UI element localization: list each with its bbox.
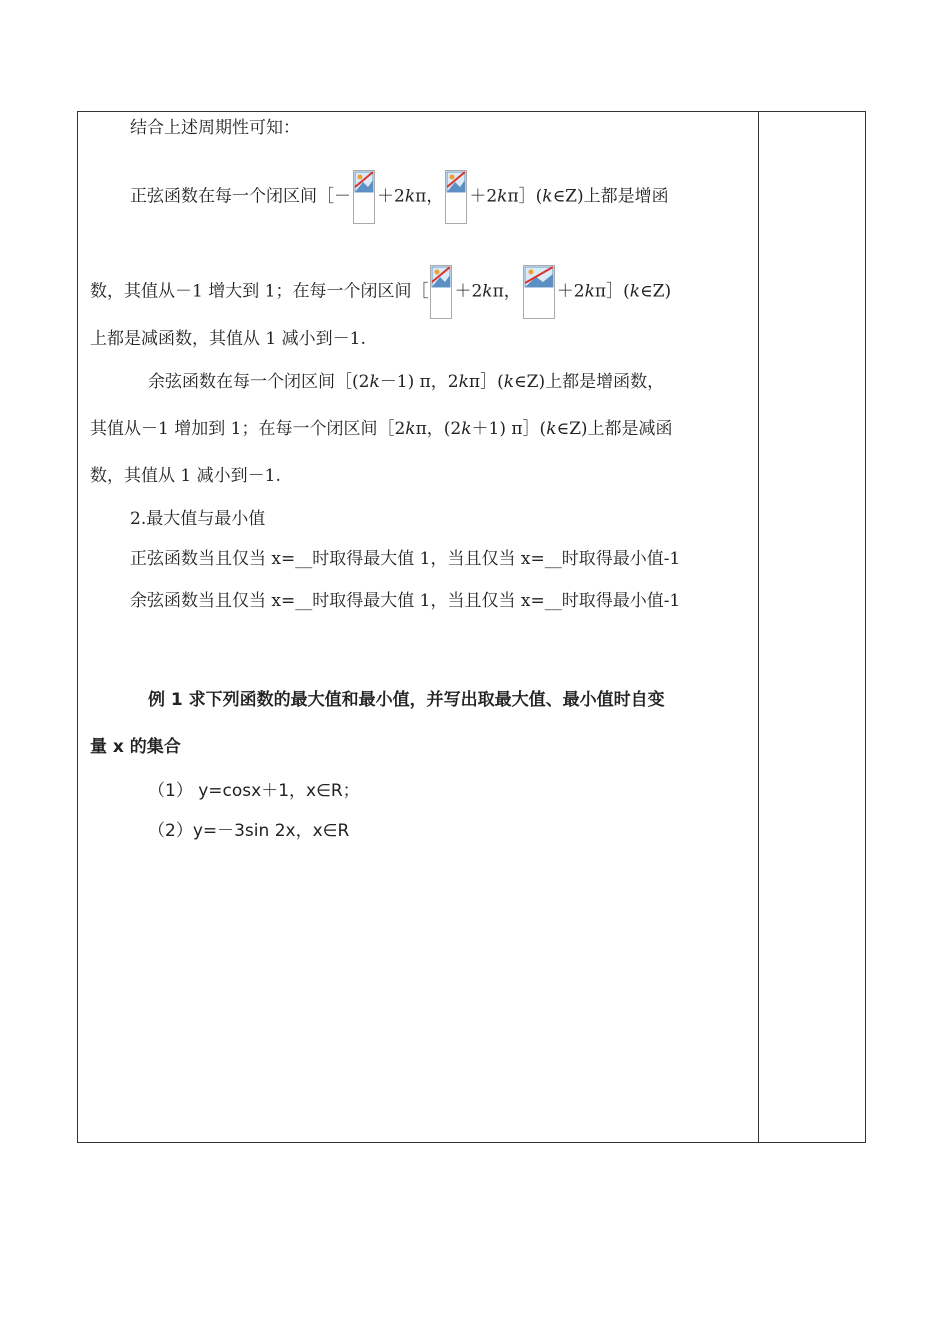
example-title — [148, 689, 665, 711]
text: π］( — [468, 372, 504, 392]
broken-image-icon — [353, 170, 375, 224]
line-6 — [90, 418, 673, 440]
text: k — [546, 419, 557, 439]
text: π］( — [507, 186, 543, 207]
text: k — [503, 372, 515, 392]
text: ∈Z)上都是减函 — [556, 419, 673, 439]
example-item-2 — [148, 820, 349, 842]
text: 结合上述周期性可知： — [130, 118, 300, 138]
section-heading — [130, 508, 265, 530]
text: k — [497, 186, 508, 207]
broken-image-icon — [445, 170, 467, 224]
text: 数，其值从－1 增大到 1；在每一个闭区间［ — [90, 281, 429, 302]
text: ∈Z)上都是增函 — [552, 186, 669, 207]
text: 量 x 的集合 — [90, 737, 181, 757]
line-3 — [90, 265, 671, 319]
text: π， — [415, 186, 444, 207]
text: k — [405, 419, 416, 439]
text: 上都是减函数，其值从 1 减小到－1. — [90, 329, 366, 349]
text: 例 1 求下列函数的最大值和最小值，并写出取最大值、最小值时自变 — [148, 690, 665, 710]
line-5 — [148, 371, 664, 393]
column-divider — [758, 112, 759, 1142]
text: k — [629, 281, 641, 302]
text: ＋2 — [469, 186, 498, 207]
text: k — [584, 281, 595, 302]
text: ∈Z) — [640, 281, 672, 302]
text: k — [461, 419, 472, 439]
text: 余弦函数在每一个闭区间［(2 — [148, 372, 370, 392]
text: 数，其值从 1 减小到－1. — [90, 466, 281, 486]
main-cell — [78, 112, 758, 1142]
text: ＋2 — [377, 186, 405, 207]
text: k — [458, 372, 469, 392]
broken-image-icon — [523, 265, 555, 319]
text: 正弦函数在每一个闭区间［－ — [130, 186, 351, 207]
text: （2）y=－3sin 2x，x∈R — [148, 821, 350, 841]
text: π，(2 — [415, 419, 462, 439]
text: ＋2 — [454, 281, 483, 302]
text: k — [482, 281, 493, 302]
text: －1) π，2 — [379, 372, 459, 392]
content-table — [77, 111, 866, 1143]
text: ∈Z)上都是增函数， — [514, 372, 665, 392]
broken-image-icon — [430, 265, 452, 319]
text: ＋2 — [556, 281, 585, 302]
line-9 — [130, 548, 680, 570]
text: 余弦函数当且仅当 x=__时取得最大值 1，当且仅当 x=__时取得最小值-1 — [130, 591, 681, 611]
example-title-cont — [90, 736, 181, 758]
text: 2.最大值与最小值 — [130, 509, 266, 529]
example-item-1 — [148, 780, 360, 802]
text: k — [542, 186, 553, 207]
text: （1） y=cosx＋1，x∈R； — [148, 781, 360, 801]
line-2 — [130, 170, 669, 224]
line-4 — [90, 328, 366, 350]
text: π］( — [594, 281, 630, 302]
text: π， — [492, 281, 521, 302]
text: 其值从－1 增加到 1；在每一个闭区间［2 — [90, 419, 406, 439]
line-7 — [90, 465, 281, 487]
text: k — [369, 372, 380, 392]
text: ＋1) π］( — [471, 419, 547, 439]
text: 正弦函数当且仅当 x=__时取得最大值 1，当且仅当 x=__时取得最小值-1 — [130, 549, 681, 569]
line-1 — [130, 117, 300, 139]
line-10 — [130, 590, 680, 612]
text: k — [404, 186, 416, 207]
